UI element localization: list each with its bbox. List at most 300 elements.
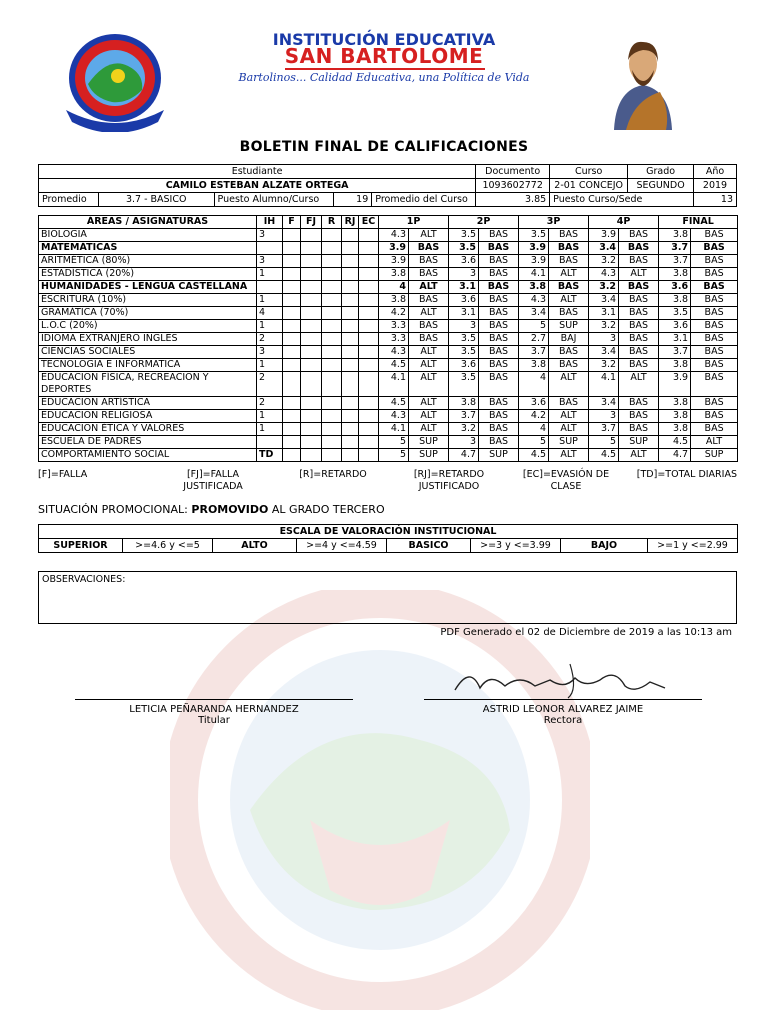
student-rank-value: 19	[334, 193, 372, 207]
subject-ih	[257, 436, 283, 449]
subject-ih: 1	[257, 359, 283, 372]
subject-name: HUMANIDADES - LENGUA CASTELLANA	[39, 281, 257, 294]
level-4p: BAS	[619, 359, 659, 372]
absence-f	[283, 268, 301, 281]
grade-row	[39, 320, 738, 333]
grade-label: Grado	[628, 165, 694, 179]
promotion-prefix: SITUACIÓN PROMOCIONAL:	[38, 503, 188, 516]
absence-f	[283, 333, 301, 346]
absence-rj	[342, 320, 359, 333]
score-3p: 4.3	[519, 294, 549, 307]
level-3p: BAS	[549, 242, 589, 255]
student-name: CAMILO ESTEBAN ALZATE ORTEGA	[39, 179, 476, 193]
score-2p: 3	[449, 436, 479, 449]
grade-row	[39, 372, 738, 397]
subject-ih: 3	[257, 346, 283, 359]
score-final: 3.8	[659, 229, 691, 242]
level-1p: ALT	[409, 281, 449, 294]
level-2p: BAS	[479, 346, 519, 359]
absence-r	[322, 372, 342, 397]
absence-ec	[359, 397, 379, 410]
absence-r	[322, 423, 342, 436]
subject-name: ARITMÉTICA (80%)	[39, 255, 257, 268]
level-final: BAS	[691, 346, 738, 359]
level-1p: ALT	[409, 423, 449, 436]
absence-f	[283, 449, 301, 462]
level-2p: BAS	[479, 359, 519, 372]
score-4p: 3.7	[589, 423, 619, 436]
score-3p: 5	[519, 320, 549, 333]
level-final: BAS	[691, 242, 738, 255]
score-2p: 3.6	[449, 255, 479, 268]
absence-fj	[301, 436, 322, 449]
subject-ih	[257, 281, 283, 294]
subject-ih: 4	[257, 307, 283, 320]
legend-falla-justificada: [FJ]=FALLA JUSTIFICADA	[183, 469, 243, 492]
subject-ih: 3	[257, 229, 283, 242]
subject-ih: 2	[257, 372, 283, 397]
score-final: 3.8	[659, 410, 691, 423]
document-label: Documento	[476, 165, 550, 179]
level-final: BAS	[691, 359, 738, 372]
level-2p: BAS	[479, 307, 519, 320]
absence-r	[322, 229, 342, 242]
level-1p: SUP	[409, 449, 449, 462]
absence-fj	[301, 333, 322, 346]
level-3p: BAS	[549, 397, 589, 410]
score-3p: 4.1	[519, 268, 549, 281]
absence-rj	[342, 410, 359, 423]
score-3p: 3.7	[519, 346, 549, 359]
observations-label: OBSERVACIONES:	[42, 574, 126, 585]
score-1p: 5	[379, 436, 409, 449]
absence-rj	[342, 423, 359, 436]
absence-f	[283, 346, 301, 359]
score-2p: 3.5	[449, 346, 479, 359]
header-ih: IH	[257, 216, 283, 229]
course-average-label: Promedio del Curso	[372, 193, 476, 207]
score-final: 3.5	[659, 307, 691, 320]
scale-alto-range: >=4 y <=4.59	[297, 539, 387, 553]
absence-rj	[342, 397, 359, 410]
absence-ec	[359, 372, 379, 397]
score-1p: 3.9	[379, 242, 409, 255]
level-final: BAS	[691, 333, 738, 346]
level-2p: BAS	[479, 268, 519, 281]
absence-r	[322, 359, 342, 372]
watermark-seal	[170, 590, 590, 1010]
score-1p: 4	[379, 281, 409, 294]
score-final: 3.8	[659, 294, 691, 307]
score-final: 4.7	[659, 449, 691, 462]
score-4p: 3	[589, 410, 619, 423]
absence-rj	[342, 436, 359, 449]
level-2p: BAS	[479, 242, 519, 255]
score-final: 3.8	[659, 359, 691, 372]
level-final: BAS	[691, 294, 738, 307]
grade-row	[39, 281, 738, 294]
subject-name: EDUCACIÓN FÍSICA, RECREACIÓN Y DEPORTES	[39, 372, 257, 397]
absence-rj	[342, 281, 359, 294]
grading-scale-table	[38, 524, 738, 553]
absence-r	[322, 281, 342, 294]
score-final: 3.6	[659, 281, 691, 294]
score-1p: 3.3	[379, 333, 409, 346]
header-ec: EC	[359, 216, 379, 229]
score-final: 3.7	[659, 346, 691, 359]
absence-f	[283, 372, 301, 397]
grade-value: SEGUNDO	[628, 179, 694, 193]
level-4p: BAS	[619, 397, 659, 410]
absence-r	[322, 410, 342, 423]
level-3p: BAJ	[549, 333, 589, 346]
absence-f	[283, 281, 301, 294]
level-3p: ALT	[549, 372, 589, 397]
course-label: Curso	[550, 165, 628, 179]
level-3p: ALT	[549, 449, 589, 462]
scale-superior-range: >=4.6 y <=5	[123, 539, 213, 553]
absence-f	[283, 229, 301, 242]
absence-rj	[342, 242, 359, 255]
subject-name: EDUCACION ARTÍSTICA	[39, 397, 257, 410]
absence-r	[322, 320, 342, 333]
absence-ec	[359, 281, 379, 294]
score-4p: 4.5	[589, 449, 619, 462]
level-2p: BAS	[479, 333, 519, 346]
subject-name: TECNOLOGIA E INFORMATICA	[39, 359, 257, 372]
absence-ec	[359, 346, 379, 359]
level-1p: ALT	[409, 346, 449, 359]
score-3p: 2.7	[519, 333, 549, 346]
absence-r	[322, 307, 342, 320]
absence-fj	[301, 320, 322, 333]
promotion-suffix: AL GRADO TERCERO	[271, 503, 385, 516]
subject-ih: 1	[257, 423, 283, 436]
observations-box	[38, 571, 737, 624]
score-1p: 4.3	[379, 346, 409, 359]
level-1p: ALT	[409, 229, 449, 242]
absence-r	[322, 242, 342, 255]
absence-f	[283, 307, 301, 320]
promotion-status	[38, 503, 385, 516]
absence-rj	[342, 346, 359, 359]
absence-fj	[301, 255, 322, 268]
absence-rj	[342, 372, 359, 397]
score-final: 3.7	[659, 255, 691, 268]
level-4p: SUP	[619, 436, 659, 449]
absence-ec	[359, 359, 379, 372]
score-2p: 3.1	[449, 307, 479, 320]
absence-f	[283, 359, 301, 372]
level-4p: BAS	[619, 423, 659, 436]
score-final: 3.8	[659, 397, 691, 410]
absence-ec	[359, 307, 379, 320]
level-2p: BAS	[479, 294, 519, 307]
level-2p: BAS	[479, 410, 519, 423]
score-3p: 4	[519, 372, 549, 397]
subject-ih: 1	[257, 410, 283, 423]
saint-portrait	[604, 30, 682, 130]
absence-fj	[301, 242, 322, 255]
absence-f	[283, 410, 301, 423]
header-1p: 1P	[379, 216, 449, 229]
header-r: R	[322, 216, 342, 229]
score-2p: 3.6	[449, 294, 479, 307]
level-3p: BAS	[549, 229, 589, 242]
level-1p: SUP	[409, 436, 449, 449]
header-f: F	[283, 216, 301, 229]
legend-retardo-justificado: [RJ]=RETARDO JUSTIFICADO	[413, 469, 485, 492]
level-final: BAS	[691, 307, 738, 320]
level-2p: BAS	[479, 397, 519, 410]
level-final: BAS	[691, 268, 738, 281]
absence-fj	[301, 268, 322, 281]
score-4p: 3.1	[589, 307, 619, 320]
absence-ec	[359, 436, 379, 449]
score-4p: 5	[589, 436, 619, 449]
absence-ec	[359, 423, 379, 436]
level-final: BAS	[691, 372, 738, 397]
level-4p: BAS	[619, 307, 659, 320]
absence-fj	[301, 423, 322, 436]
course-value: 2-01 CONCEJO	[550, 179, 628, 193]
score-1p: 4.3	[379, 229, 409, 242]
score-1p: 4.1	[379, 423, 409, 436]
absence-ec	[359, 255, 379, 268]
score-3p: 3.9	[519, 242, 549, 255]
level-2p: BAS	[479, 423, 519, 436]
student-rank-label: Puesto Alumno/Curso	[214, 193, 334, 207]
absence-rj	[342, 449, 359, 462]
subject-ih: 1	[257, 294, 283, 307]
score-4p: 4.1	[589, 372, 619, 397]
absence-ec	[359, 242, 379, 255]
rector-role: Rectora	[543, 715, 583, 726]
absence-rj	[342, 268, 359, 281]
absence-ec	[359, 294, 379, 307]
score-3p: 3.6	[519, 397, 549, 410]
absence-fj	[301, 449, 322, 462]
grade-row	[39, 333, 738, 346]
score-final: 3.1	[659, 333, 691, 346]
subject-name: ESTADÍSTICA (20%)	[39, 268, 257, 281]
scale-basico-label: BASICO	[387, 539, 471, 553]
absence-ec	[359, 449, 379, 462]
level-2p: BAS	[479, 436, 519, 449]
level-final: BAS	[691, 423, 738, 436]
school-name-underline	[285, 68, 485, 70]
absence-ec	[359, 410, 379, 423]
header-2p: 2P	[449, 216, 519, 229]
subject-name: ESCRITURA (10%)	[39, 294, 257, 307]
level-4p: BAS	[619, 281, 659, 294]
subject-name: EDUCACION RELIGIOSA	[39, 410, 257, 423]
subject-name: CIENCIAS SOCIALES	[39, 346, 257, 359]
subject-name: GRAMÁTICA (70%)	[39, 307, 257, 320]
score-4p: 3.4	[589, 294, 619, 307]
header-fj: FJ	[301, 216, 322, 229]
score-final: 3.8	[659, 423, 691, 436]
level-1p: BAS	[409, 255, 449, 268]
rector-signature	[450, 660, 670, 700]
score-3p: 4.5	[519, 449, 549, 462]
absence-f	[283, 294, 301, 307]
level-3p: ALT	[549, 268, 589, 281]
level-3p: SUP	[549, 436, 589, 449]
header-4p: 4P	[589, 216, 659, 229]
level-2p: BAS	[479, 229, 519, 242]
absence-ec	[359, 268, 379, 281]
absence-fj	[301, 229, 322, 242]
level-3p: ALT	[549, 294, 589, 307]
absence-r	[322, 268, 342, 281]
absence-r	[322, 333, 342, 346]
level-final: SUP	[691, 449, 738, 462]
level-1p: ALT	[409, 397, 449, 410]
subject-name: ESCUELA DE PADRES	[39, 436, 257, 449]
score-3p: 5	[519, 436, 549, 449]
subject-ih	[257, 242, 283, 255]
score-3p: 3.5	[519, 229, 549, 242]
absence-r	[322, 397, 342, 410]
absence-f	[283, 436, 301, 449]
level-final: BAS	[691, 255, 738, 268]
score-2p: 3.7	[449, 410, 479, 423]
level-2p: BAS	[479, 281, 519, 294]
average-label: Promedio	[39, 193, 99, 207]
score-1p: 4.5	[379, 359, 409, 372]
absence-fj	[301, 372, 322, 397]
subject-ih: 1	[257, 268, 283, 281]
promotion-result: PROMOVIDO	[191, 503, 269, 516]
score-final: 3.8	[659, 268, 691, 281]
score-1p: 4.3	[379, 410, 409, 423]
level-3p: BAS	[549, 346, 589, 359]
level-4p: BAS	[619, 410, 659, 423]
level-4p: BAS	[619, 333, 659, 346]
score-3p: 3.8	[519, 281, 549, 294]
header-final: FINAL	[659, 216, 738, 229]
school-name-line1: INSTITUCIÓN EDUCATIVA	[272, 30, 496, 49]
subject-name: COMPORTAMIENTO SOCIAL	[39, 449, 257, 462]
score-1p: 4.5	[379, 397, 409, 410]
level-final: BAS	[691, 229, 738, 242]
score-2p: 3.6	[449, 359, 479, 372]
absence-r	[322, 294, 342, 307]
level-final: BAS	[691, 320, 738, 333]
absence-f	[283, 320, 301, 333]
absence-ec	[359, 320, 379, 333]
level-4p: BAS	[619, 294, 659, 307]
absence-f	[283, 397, 301, 410]
score-2p: 3.5	[449, 333, 479, 346]
absence-fj	[301, 281, 322, 294]
header-areas: ÁREAS / ASIGNATURAS	[39, 216, 257, 229]
level-3p: SUP	[549, 320, 589, 333]
scale-alto-label: ALTO	[213, 539, 297, 553]
level-1p: ALT	[409, 307, 449, 320]
absence-ec	[359, 229, 379, 242]
score-final: 4.5	[659, 436, 691, 449]
header-3p: 3P	[519, 216, 589, 229]
year-value: 2019	[694, 179, 737, 193]
grade-row	[39, 294, 738, 307]
rector-signature-line	[424, 699, 702, 700]
score-3p: 4	[519, 423, 549, 436]
document-value: 1093602772	[476, 179, 550, 193]
absence-r	[322, 346, 342, 359]
grade-row	[39, 229, 738, 242]
school-motto: Bartolinos... Calidad Educativa, una Política de Vida	[238, 71, 530, 84]
grade-row	[39, 346, 738, 359]
absence-r	[322, 255, 342, 268]
level-1p: BAS	[409, 320, 449, 333]
score-4p: 3.2	[589, 281, 619, 294]
legend-total-diarias: [TD]=TOTAL DIARIAS	[636, 469, 737, 480]
subject-name: EDUCACIÓN ÉTICA Y VALORES	[39, 423, 257, 436]
score-3p: 3.9	[519, 255, 549, 268]
level-final: BAS	[691, 397, 738, 410]
level-1p: BAS	[409, 268, 449, 281]
score-3p: 3.4	[519, 307, 549, 320]
score-1p: 4.1	[379, 372, 409, 397]
absence-rj	[342, 255, 359, 268]
absence-fj	[301, 307, 322, 320]
score-4p: 3.4	[589, 346, 619, 359]
absence-rj	[342, 333, 359, 346]
grade-row	[39, 410, 738, 423]
level-3p: BAS	[549, 359, 589, 372]
absence-ec	[359, 333, 379, 346]
absence-f	[283, 255, 301, 268]
level-2p: SUP	[479, 449, 519, 462]
absence-rj	[342, 294, 359, 307]
absence-r	[322, 449, 342, 462]
level-1p: ALT	[409, 410, 449, 423]
subject-ih: 3	[257, 255, 283, 268]
grade-row	[39, 423, 738, 436]
grade-row	[39, 268, 738, 281]
legend-retardo: [R]=RETARDO	[299, 469, 367, 480]
score-4p: 3.4	[589, 242, 619, 255]
absence-rj	[342, 359, 359, 372]
score-1p: 3.3	[379, 320, 409, 333]
score-2p: 3.5	[449, 372, 479, 397]
level-4p: BAS	[619, 255, 659, 268]
absence-fj	[301, 346, 322, 359]
scale-bajo-range: >=1 y <=2.99	[648, 539, 738, 553]
score-4p: 3	[589, 333, 619, 346]
score-2p: 3.5	[449, 229, 479, 242]
subject-ih: 2	[257, 333, 283, 346]
grade-row	[39, 397, 738, 410]
score-2p: 3.8	[449, 397, 479, 410]
score-1p: 4.2	[379, 307, 409, 320]
score-4p: 3.2	[589, 320, 619, 333]
level-1p: BAS	[409, 242, 449, 255]
score-final: 3.7	[659, 242, 691, 255]
score-2p: 3.2	[449, 423, 479, 436]
subject-ih: 1	[257, 320, 283, 333]
score-final: 3.6	[659, 320, 691, 333]
legend-falla: [F]=FALLA	[38, 469, 88, 480]
absence-f	[283, 423, 301, 436]
grades-header-row	[39, 216, 738, 229]
level-3p: ALT	[549, 410, 589, 423]
subject-name: MATEMÁTICAS	[39, 242, 257, 255]
absence-fj	[301, 294, 322, 307]
student-label: Estudiante	[39, 165, 476, 179]
